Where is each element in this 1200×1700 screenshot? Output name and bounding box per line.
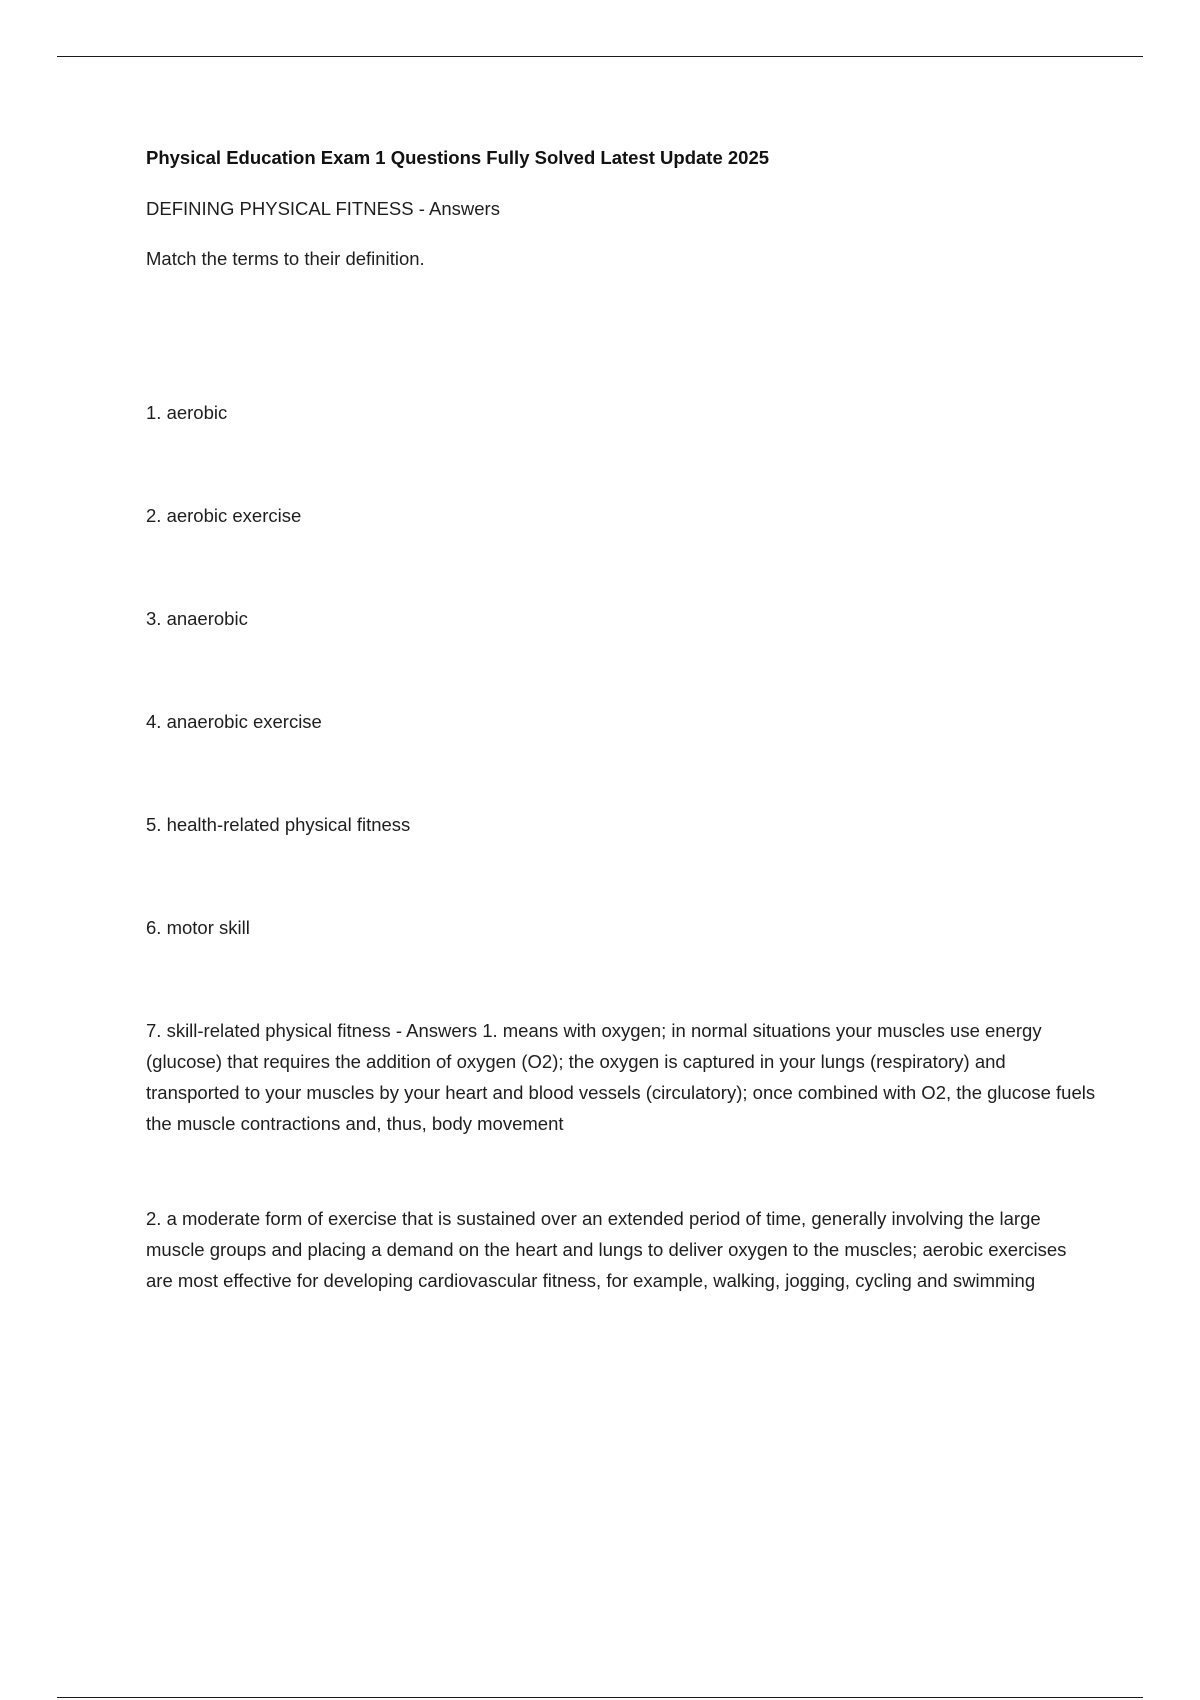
term-item: 3. anaerobic [146,608,248,629]
document-body [146,144,1096,1296]
term-item: 6. motor skill [146,917,250,938]
header-rule [57,56,1143,57]
instructions-text: Match the terms to their definition. [146,248,425,269]
term-item: 1. aerobic [146,402,228,423]
footer-rule [57,1697,1143,1698]
answer-paragraph-1: 7. skill-related physical fitness - Answers 1. means with oxygen; in normal situations your muscles use energy (glucose) that requires the addition of oxygen (O2); the oxygen is captured in your lungs (respiratory) and transported to your muscles by your heart and blood vessels (circulatory); once combined with O2, the glucose fuels the muscle contractions and, thus, body movement [146,1020,1096,1134]
document-title: Physical Education Exam 1 Questions Fully Solved Latest Update 2025 [146,147,770,168]
answer-paragraph-2: 2. a moderate form of exercise that is sustained over an extended period of time, generally involving the large muscle groups and placing a demand on the heart and lungs to deliver oxygen to the muscles; aerobic exercises are most effective for developing cardiovascular fitness, for example, walking, jogging, cycling and swimming [146,1208,1067,1291]
term-item: 4. anaerobic exercise [146,711,322,732]
term-item: 5. health-related physical fitness [146,814,411,835]
section-heading: DEFINING PHYSICAL FITNESS - Answers [146,198,500,219]
term-item: 2. aerobic exercise [146,505,302,526]
